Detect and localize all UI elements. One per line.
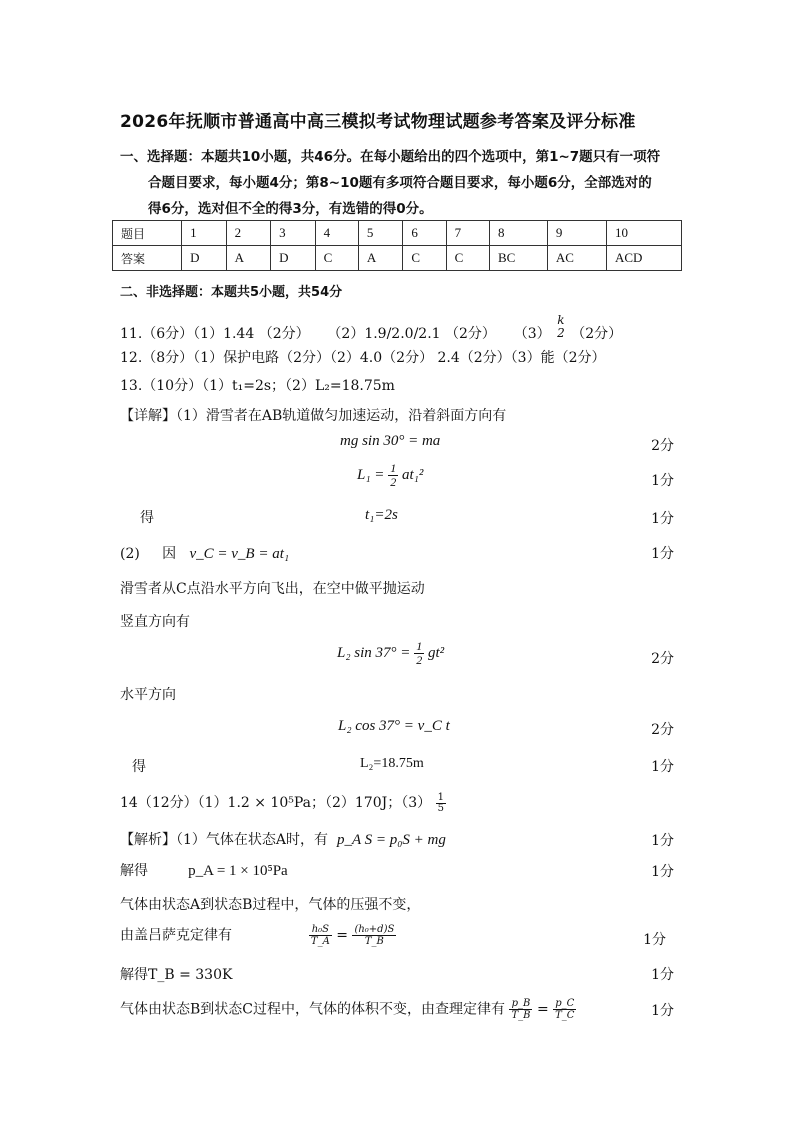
q13-score-2: 1分 [651, 473, 674, 489]
answer-table [112, 220, 682, 271]
q14-fraction-6a: $\frac{p\_B}{T\_B}$ [511, 998, 531, 1021]
q13-score-4: 1分 [651, 546, 674, 562]
q13-formula-7: L₂=18.75m [360, 756, 424, 771]
table-cell: D [271, 246, 315, 271]
table-cell: BC [489, 246, 547, 271]
row-label: 题目 [113, 221, 182, 246]
table-cell: ACD [606, 246, 681, 271]
q11-part2: （2）1.9/2.0/2.1 （2分） [327, 326, 496, 342]
q13-score-5: 2分 [651, 651, 674, 667]
table-cell: 4 [315, 221, 358, 246]
q13-score-7: 1分 [651, 759, 674, 775]
q14-score-1: 1分 [651, 833, 674, 849]
section1-line3: 得6分，选对但不全的得3分，有选错的得0分。 [148, 201, 433, 217]
q13-formula-5: L₂ sin 37° = $\frac{1}{2}$ gt² [337, 639, 445, 667]
q13-formula-3: t₁=2s [365, 507, 398, 523]
q11-score: （2分） [571, 326, 623, 342]
q14-line-3: 气体由状态A到状态B过程中，气体的压强不变， [120, 897, 421, 913]
table-cell: 2 [226, 221, 270, 246]
table-cell: A [226, 246, 270, 271]
q14-score-4: 1分 [643, 932, 666, 948]
q13-text-1: 滑雪者从C点沿水平方向飞出，在空中做平抛运动 [120, 581, 425, 597]
q13-head: 13.（10分）（1）t₁=2s；（2）L₂=18.75m [120, 378, 395, 394]
q14-line-1: 【解析】（1）气体在状态A时，有 p_A S = p₀S + mg [120, 832, 446, 848]
q13-formula-2: L₁ = $\frac{1}{2}$ at₁² [357, 461, 424, 489]
row-label: 答案 [113, 246, 182, 271]
q13-score-1: 2分 [651, 438, 674, 454]
page-title: 2026年抚顺市普通高中高三模拟考试物理试题参考答案及评分标准 [120, 112, 636, 132]
q13-formula-4: v_C = v_B = at₁ [189, 546, 290, 562]
table-cell: 7 [446, 221, 489, 246]
q12-line: 12.（8分）（1）保护电路（2分）（2）4.0（2分） 2.4（2分）（3）能（2分） [120, 350, 606, 366]
q13-formula-1: mg sin 30° = ma [340, 433, 441, 449]
q11-fraction: k 2 [557, 313, 565, 340]
table-row [113, 221, 682, 246]
q14-line-5: 解得T_B = 330K [120, 967, 233, 983]
table-cell: D [182, 246, 226, 271]
table-cell: 3 [271, 221, 315, 246]
q13-fraction-2: $\frac{1}{2}$ [390, 461, 397, 489]
table-cell: 9 [547, 221, 606, 246]
q14-fraction-4b: $\frac{\text{(h₀+d)S}}{T\_B}$ [354, 924, 395, 947]
q14-score-6: 1分 [651, 1003, 674, 1019]
q13-part2-line: (2) 因 v_C = v_B = at₁ [120, 546, 290, 562]
q13-detail: 【详解】（1）滑雪者在AB轨道做匀加速运动，沿着斜面方向有 [120, 408, 507, 424]
q14-score-5: 1分 [651, 967, 674, 983]
q14-head: 14（12分）（1）1.2 × 10⁵Pa；（2）170J；（3） $\frac{1}{5}$ [120, 791, 444, 814]
q14-line-4: 由盖吕萨克定律有 $\frac{\text{h₀S}}{T\_A}$ = $\frac{\text{(h₀+d)S}}{T\_B}$ [120, 924, 395, 947]
q11-part1: 11.（6分）（1）1.44 （2分） [120, 326, 310, 342]
section2-heading: 二、非选择题：本题共5小题，共54分 [120, 285, 343, 300]
q14-fraction-4a: $\frac{\text{h₀S}}{T\_A}$ [310, 924, 330, 947]
table-cell: A [358, 246, 402, 271]
table-cell: 6 [403, 221, 446, 246]
q11-part3: （3） [513, 326, 551, 342]
table-cell: C [446, 246, 489, 271]
table-cell: 1 [182, 221, 226, 246]
q13-de-2: 得 [132, 759, 146, 775]
section1-heading: 一、选择题：本题共10小题，共46分。在每小题给出的四个选项中，第1~7题只有一项符 [120, 149, 661, 165]
table-cell: C [403, 246, 446, 271]
q14-line-2: 解得 p_A = 1 × 10⁵Pa [120, 863, 288, 879]
q13-text-2: 竖直方向有 [120, 614, 190, 630]
q14-score-2: 1分 [651, 864, 674, 880]
q13-formula-6: L₂ cos 37° = v_C t [338, 718, 450, 734]
section1-text [120, 144, 680, 222]
q13-text-3: 水平方向 [120, 687, 176, 703]
table-row [113, 246, 682, 271]
table-cell: 5 [358, 221, 402, 246]
q14-fraction-6b: $\frac{p\_C}{T\_C}$ [555, 998, 575, 1021]
q13-score-6: 2分 [651, 722, 674, 738]
q11-line [120, 313, 623, 343]
q14-line-6: 气体由状态B到状态C过程中，气体的体积不变，由查理定律有 $\frac{p\_B}{T\_B}$ = $\frac{p\_C}{T\_C}$ [120, 998, 575, 1021]
table-cell: 8 [489, 221, 547, 246]
table-cell: 10 [606, 221, 681, 246]
q14-head-fraction: $\frac{1}{5}$ [437, 791, 444, 814]
section1-line2: 合题目要求，每小题4分；第8~10题有多项符合题目要求，每小题6分，全部选对的 [148, 175, 652, 191]
q13-fraction-5: $\frac{1}{2}$ [416, 639, 423, 667]
q13-score-3: 1分 [651, 511, 674, 527]
table-cell: AC [547, 246, 606, 271]
q13-de: 得 [140, 510, 154, 526]
table-cell: C [315, 246, 358, 271]
